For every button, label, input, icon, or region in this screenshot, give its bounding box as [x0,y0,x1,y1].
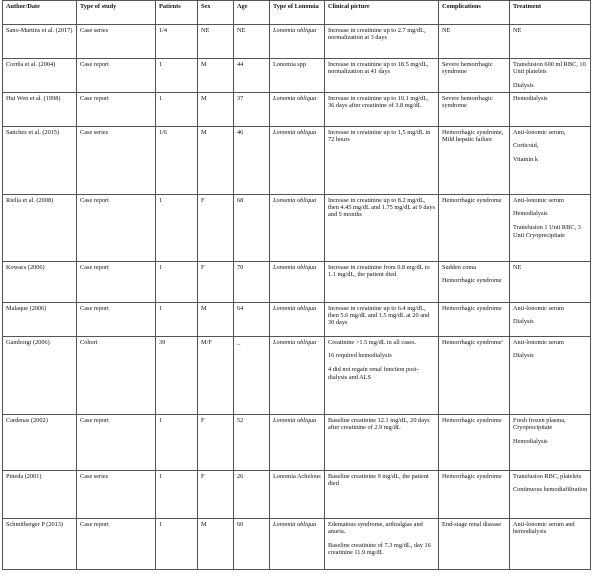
cell-treatment [510,262,591,303]
table-row [3,519,591,570]
cell-age: NE [234,25,270,59]
cell-clinical-picture-line: Increase in creatinine up to 18.5 mg/dL, normalization at 41 days [328,60,429,75]
table-row [3,303,591,337]
cell-lonomia-type: Lonomia obliqua [270,415,325,471]
cell-sex: M [198,519,234,570]
cell-treatment-line: Anti-lonomic serum [513,304,564,312]
cell-clinical-picture-line: 4 did not regain renal function post-dialysis and ALS [328,366,419,381]
cell-author: Schmitberger P (2013) [3,519,77,570]
cell-complications-line: End-stage renal disease [442,520,502,528]
cell-clinical-picture [325,59,439,93]
cell-sex: M [198,93,234,127]
cell-clinical-picture-line: Baseline creatinine 9 mg/dL, the patient died [328,472,429,487]
cell-study-type: Case report [77,262,156,303]
header-age: Age [234,1,270,25]
cell-clinical-picture-line: Creatinine >1.5 mg/dL in all cases. [328,338,417,346]
cell-complications [439,59,510,93]
cell-treatment-line: Hemodialysis [513,94,548,102]
cell-age: 64 [234,303,270,337]
cell-author: Kowacs (2006) [3,262,77,303]
cell-complications [439,519,510,570]
cell-clinical-picture [325,303,439,337]
cell-lonomia-type: Lonomia spp [270,59,325,93]
cell-treatment-line: Vitamin k [513,156,538,164]
cell-patients: 1 [156,471,198,519]
cell-age: 70 [234,262,270,303]
cell-treatment [510,59,591,93]
cell-treatment-line: Corticoid, [513,142,539,150]
cell-author: Riella et al. (2008) [3,195,77,262]
cell-clinical-picture [325,127,439,195]
cell-clinical-picture [325,337,439,415]
header-lonomia: Type of Lonomia [270,1,325,25]
cell-treatment-line: Transfusion 1 Unit RBC, 3 Unit Cryoprecipitate [513,224,581,239]
header-author: Author/Date [3,1,77,25]
header-complications: Complications [439,1,510,25]
table-row [3,337,591,415]
cell-complications-line: Hemorrhagic syndrome' [442,338,503,346]
cell-author: Sanchez et al. (2015) [3,127,77,195]
cell-sex: M [198,59,234,93]
cell-age: 52 [234,415,270,471]
cell-age: 26 [234,471,270,519]
cell-patients: 1/4 [156,25,198,59]
table-row [3,195,591,262]
cell-lonomia-type: Lonomia obliqua [270,337,325,415]
table-row [3,127,591,195]
cell-treatment [510,93,591,127]
cell-complications-line: Hemorrhagic syndrome [442,304,502,312]
table-row [3,25,591,59]
cell-complications-line: Hemorrhagic syndrome [442,196,502,204]
cell-treatment [510,25,591,59]
cell-clinical-picture-line: Increase in creatinine up to 10.1 mg/dL, 36 days after creatinine of 3.8 mg/dL [328,94,429,109]
cell-lonomia-type: Lonomia obliqua [270,303,325,337]
cell-complications [439,471,510,519]
cell-study-type: Case series [77,471,156,519]
cell-author: Malaque (2006) [3,303,77,337]
document-page [2,0,590,577]
table-row [3,93,591,127]
cell-treatment [510,519,591,570]
cell-lonomia-type: Lonomia Achelous [270,471,325,519]
cell-complications-line: Severe hemorrhagic syndrome [442,94,493,109]
cell-complications [439,127,510,195]
cell-study-type: Case report [77,93,156,127]
cell-patients: 1 [156,59,198,93]
cell-treatment-line: NE [513,263,522,271]
cell-clinical-picture [325,262,439,303]
cell-treatment [510,127,591,195]
header-study: Type of study [77,1,156,25]
cell-complications [439,93,510,127]
cell-patients: 1 [156,519,198,570]
cell-study-type: Case series [77,25,156,59]
header-clinical: Clinical picture [325,1,439,25]
cell-clinical-picture-line: 16 required hemodialysis [328,352,392,360]
cell-clinical-picture [325,519,439,570]
cell-treatment [510,303,591,337]
cell-sex: M [198,127,234,195]
cell-patients: 39 [156,337,198,415]
cell-treatment-line: Hemodialysis [513,437,548,445]
cell-study-type: Case series [77,127,156,195]
cell-complications [439,262,510,303]
cell-sex: M [198,303,234,337]
cell-sex: F [198,262,234,303]
cell-clinical-picture-line: Baseline creatinine 12.1 mg/dL, 20 days after creatinine of 2.9 mg/dL [328,416,430,431]
cell-patients: 1/6 [156,127,198,195]
header-row [3,1,591,25]
cell-complications [439,337,510,415]
cell-patients: 1 [156,195,198,262]
cell-treatment-line: Anti-lonomic serum, [513,128,566,136]
cell-complications-line: Hemorrhagic syndrome, Mild hepatic failure [442,128,504,143]
cell-treatment-line: Transfusion 600 ml RBC, 10 Unit platelets [513,60,586,75]
table-row [3,471,591,519]
cell-lonomia-type: Lonomia obliqua [270,93,325,127]
header-treatment: Treatment [510,1,591,25]
cell-age: 44 [234,59,270,93]
cell-clinical-picture-line: Increase in creatinine up to 1,5 mg/dL in 72 hours [328,128,431,143]
cell-treatment-line: Anti-lonomic serum and hemodialysis [513,520,575,535]
cell-complications [439,195,510,262]
cell-clinical-picture-line: Edematous syndrome, arthralgias and anuria. [328,520,423,535]
cell-patients: 1 [156,93,198,127]
cell-patients: 1 [156,262,198,303]
cell-clinical-picture-line: Increase in creatinine up to 6.4 mg/dL, then 5.6 mg/dL and 1.5 mg/dL at 20 and 30 days [328,304,430,327]
cell-treatment [510,415,591,471]
cell-treatment-line: Dialysis [513,81,534,89]
cell-age: 46 [234,127,270,195]
cell-treatment-line: Dialysis [513,318,534,326]
cell-treatment [510,195,591,262]
cell-lonomia-type: Lonomia obliqua [270,25,325,59]
cell-complications-line: Hemorrhagic syndrome [442,472,502,480]
cell-author: Cardenas (2002) [3,415,77,471]
cell-sex: F [198,415,234,471]
cell-author: Sano-Martins et al. (2017) [3,25,77,59]
cell-sex: F [198,471,234,519]
cell-complications-line: Sudden coma [442,263,477,271]
cell-study-type: Case report [77,303,156,337]
cell-study-type: Case report [77,195,156,262]
cell-patients: 1 [156,303,198,337]
cell-clinical-picture [325,93,439,127]
cell-study-type: Case report [77,415,156,471]
cell-treatment-line: Hemodialysis [513,210,548,218]
cell-age: 37 [234,93,270,127]
cell-treatment-line: Dialysis [513,352,534,360]
cell-clinical-picture-line: Increase in creatinine from 0.8 mg/dL to 1.1 mg/dL, the patient died [328,263,430,278]
cell-patients: 1 [156,415,198,471]
cell-sex: NE [198,25,234,59]
cell-clinical-picture [325,195,439,262]
cell-clinical-picture [325,25,439,59]
cell-lonomia-type: Lonomia obliqua [270,519,325,570]
cell-treatment-line: Continuous hemodiafiltration [513,486,588,494]
cell-lonomia-type: Lonomia obliqua [270,195,325,262]
cell-author: Corrêa et al. (2004) [3,59,77,93]
cell-complications-line: Severe hemorrhagic syndrome [442,60,493,75]
literature-table [2,0,591,570]
cell-age: 68 [234,195,270,262]
cell-clinical-picture-line: Increase in creatinine up to 8.2 mg/dL, then 4.45 mg/dL and 1.75 mg/dL at 9 days and 5 months [328,196,435,219]
cell-treatment-line: Transfusion RBC, platelets [513,472,582,480]
cell-complications-line: Hemorrhagic syndrome [442,416,502,424]
table-row [3,262,591,303]
cell-lonomia-type: Lonomia obliqua [270,262,325,303]
cell-lonomia-type: Lonomia obliqua [270,127,325,195]
cell-complications-line: NE [442,26,451,34]
cell-treatment-line: NE [513,26,522,34]
header-sex: Sex [198,1,234,25]
cell-complications-line: Hemorrhagic syndrome [442,277,502,285]
cell-complications [439,415,510,471]
cell-treatment [510,337,591,415]
cell-sex: F [198,195,234,262]
cell-treatment [510,471,591,519]
cell-complications [439,25,510,59]
cell-author: Pineda (2001) [3,471,77,519]
cell-treatment-line: Anti-lonomic serum [513,196,564,204]
cell-study-type: Cohort [77,337,156,415]
cell-age: _ [234,337,270,415]
cell-clinical-picture [325,471,439,519]
cell-treatment-line: Fresh frozen plasma, Cryoprecipitate [513,416,566,431]
table-body [3,25,591,570]
cell-clinical-picture-line: Baseline creatinine of 7.3 mg/dL, day 16 creatinine 11.9 mg/dL [328,541,431,557]
cell-study-type: Case report [77,59,156,93]
cell-sex: M/F [198,337,234,415]
table-row [3,415,591,471]
cell-author: Gamborgi (2006) [3,337,77,415]
cell-author: Hui Wen et al. (1998) [3,93,77,127]
header-patients: Patients [156,1,198,25]
cell-clinical-picture-line: Increase in creatinine up to 2.7 mg/dL, normalization at 3 days [328,26,426,41]
cell-study-type: Case report [77,519,156,570]
cell-clinical-picture [325,415,439,471]
table-row [3,59,591,93]
cell-complications [439,303,510,337]
cell-age: 60 [234,519,270,570]
cell-treatment-line: Anti-lonomic serum [513,338,564,346]
